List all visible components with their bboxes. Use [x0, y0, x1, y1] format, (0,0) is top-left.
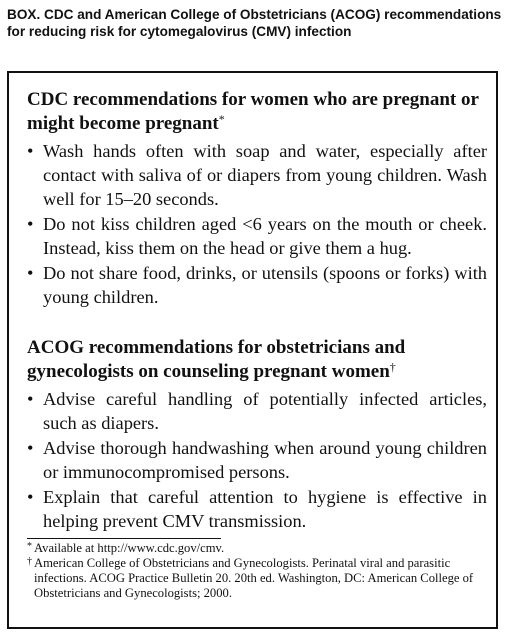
bullet-icon: •: [27, 487, 34, 507]
list-item-text: Explain that careful attention to hygiene is effective in helping prevent CMV transmission.: [43, 487, 487, 531]
list-item-text: Do not kiss children aged <6 years on the mouth or cheek. Instead, kiss them on the head or give them a hug.: [43, 214, 487, 258]
list-item: [27, 139, 487, 211]
list-item: [27, 387, 487, 435]
acog-heading-text: ACOG recommendations for obstetricians and gynecologists on counseling pregnant women: [27, 337, 406, 382]
acog-heading: [27, 336, 487, 384]
cdc-section: [27, 88, 487, 309]
list-item: [27, 261, 487, 309]
bullet-icon: •: [27, 389, 34, 409]
footnote-mark: *: [27, 541, 32, 552]
cdc-heading-footnote-mark: *: [218, 112, 225, 126]
footnote-text: American College of Obstetricians and Gynecologists. Perinatal viral and parasitic infections. ACOG Practice Bulletin 20. 20th ed. Washington, DC: American College of Obstetricians and Gynecologists; 2000.: [34, 556, 474, 600]
recommendations-box: [7, 71, 498, 629]
footnotes: [27, 541, 489, 601]
list-item: [27, 485, 487, 533]
acog-heading-footnote-mark: †: [389, 360, 396, 374]
bullet-icon: •: [27, 263, 34, 283]
footnote: [27, 556, 489, 601]
footnote-text: Available at http://www.cdc.gov/cmv.: [34, 541, 225, 555]
footnote-mark: †: [27, 556, 32, 567]
list-item-text: Advise thorough handwashing when around young children or immunocompromised persons.: [43, 438, 487, 482]
cdc-recommendation-list: [27, 139, 487, 309]
bullet-icon: •: [27, 141, 34, 161]
list-item-text: Advise careful handling of potentially infected articles, such as diapers.: [43, 389, 487, 433]
list-item-text: Wash hands often with soap and water, especially after contact with saliva of or diapers from young children. Wash well for 15–20 seconds.: [43, 141, 487, 209]
list-item: [27, 212, 487, 260]
footnote-divider: [27, 538, 221, 539]
list-item-text: Do not share food, drinks, or utensils (spoons or forks) with young children.: [43, 263, 487, 307]
acog-recommendation-list: [27, 387, 487, 533]
cdc-heading-text: CDC recommendations for women who are pregnant or might become pregnant: [27, 89, 479, 134]
bullet-icon: •: [27, 438, 34, 458]
bullet-icon: •: [27, 214, 34, 234]
list-item: [27, 436, 487, 484]
box-title: BOX. CDC and American College of Obstetricians (ACOG) recommendations for reducing risk for cytomegalovirus (CMV) infection: [7, 7, 502, 39]
acog-section: [27, 336, 487, 533]
footnote: [27, 541, 489, 556]
cdc-heading: [27, 88, 487, 136]
